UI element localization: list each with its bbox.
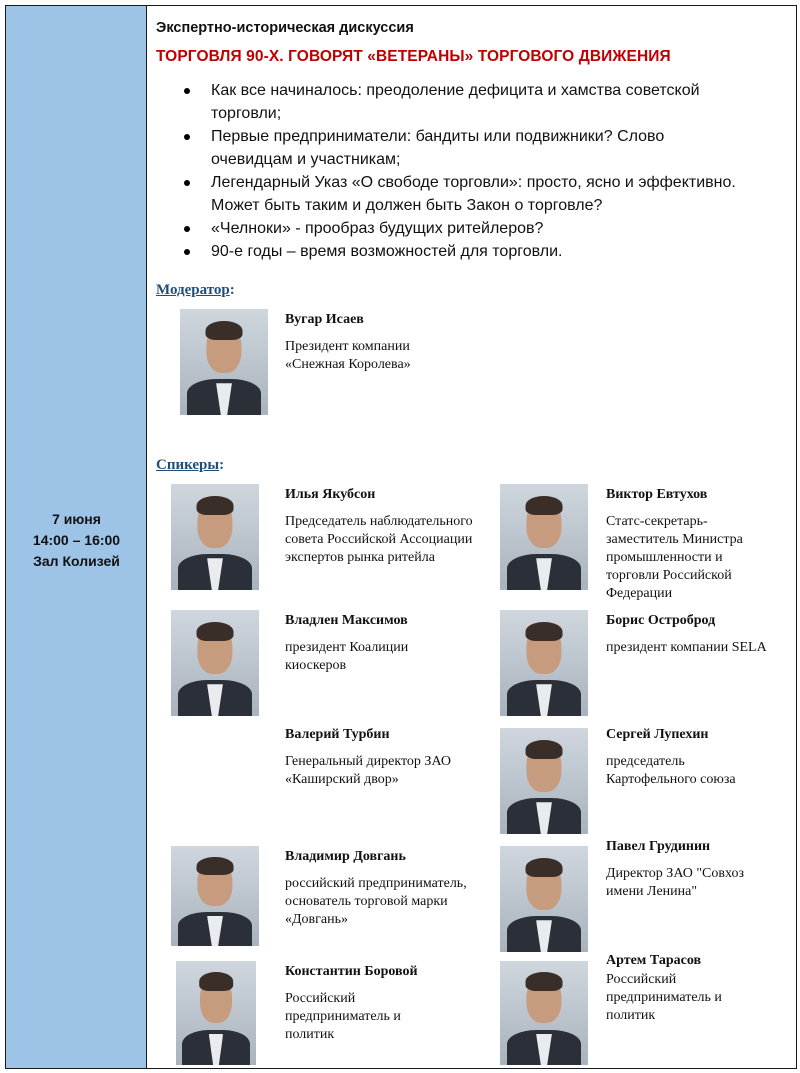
speaker-name: Павел Грудинин <box>606 839 711 854</box>
moderator-heading: Модератор: <box>156 282 235 298</box>
speaker-name: Артем Тарасов <box>606 953 702 968</box>
list-item: Как все начиналось: преодоление дефицита и хамства советской торговли; <box>156 79 741 125</box>
topic-list <box>156 79 741 263</box>
speaker-name: Валерий Турбин <box>285 727 390 742</box>
speaker-photo <box>176 961 256 1065</box>
bullet-icon <box>184 249 190 255</box>
speaker-photo <box>500 846 588 952</box>
list-item: 90-е годы – время возможностей для торговли. <box>156 240 741 263</box>
speaker-name: Владлен Максимов <box>285 613 408 628</box>
speakers-heading: Спикеры: <box>156 457 225 473</box>
speaker-name: Борис Остроброд <box>606 613 716 628</box>
bullet-icon <box>184 88 190 94</box>
speaker-desc: Российский предприниматель и политик <box>606 972 722 1023</box>
speaker-name: Илья Якубсон <box>285 487 376 502</box>
speaker-photo <box>500 484 588 590</box>
moderator-name: Вугар Исаев <box>285 312 364 327</box>
schedule-column <box>6 6 147 1068</box>
schedule-info <box>6 509 147 572</box>
speaker-desc: президент Коалиции киоскеров <box>285 640 409 673</box>
session-title: ТОРГОВЛЯ 90-Х. ГОВОРЯТ «ВЕТЕРАНЫ» ТОРГОВОГО ДВИЖЕНИЯ <box>156 48 671 65</box>
speaker-photo <box>500 610 588 716</box>
speaker-name: Сергей Лупехин <box>606 727 709 742</box>
speaker-desc: президент компании SELA <box>606 640 767 655</box>
list-item: Легендарный Указ «О свободе торговли»: просто, ясно и эффективно. Может быть таким и должен быть Закон о торговле? <box>156 171 741 217</box>
session-eyebrow: Экспертно-историческая дискуссия <box>156 20 414 36</box>
speaker-photo <box>500 728 588 834</box>
speaker-name: Виктор Евтухов <box>606 487 708 502</box>
speaker-photo <box>171 610 259 716</box>
speaker-desc: российский предприниматель, основатель торговой марки «Довгань» <box>285 876 467 927</box>
session-time: 14:00 – 16:00 <box>32 532 121 548</box>
moderator-photo <box>180 309 268 415</box>
list-item: Первые предприниматели: бандиты или подвижники? Слово очевидцам и участникам; <box>156 125 741 171</box>
list-item: «Челноки» - прообраз будущих ритейлеров? <box>156 217 741 240</box>
speaker-desc: Председатель наблюдательного совета Российской Ассоциации экспертов рынка ритейла <box>285 514 473 565</box>
speaker-photo <box>500 961 588 1065</box>
speaker-desc: Директор ЗАО "Совхоз имени Ленина" <box>606 866 745 899</box>
moderator-desc: Президент компании «Снежная Королева» <box>285 339 411 372</box>
speaker-photo <box>171 846 259 946</box>
speaker-photo <box>171 484 259 590</box>
bullet-icon <box>184 134 190 140</box>
speaker-desc: председатель Картофельного союза <box>606 754 736 787</box>
bullet-icon <box>184 226 190 232</box>
speaker-name: Константин Боровой <box>285 964 418 979</box>
session-date: 7 июня <box>52 511 101 527</box>
speaker-desc: Статс-секретарь-заместитель Министра промышленности и торговли Российской Федерации <box>606 514 743 601</box>
speaker-desc: Российский предприниматель и политик <box>285 991 401 1042</box>
bullet-icon <box>184 180 190 186</box>
session-hall: Зал Колизей <box>33 553 120 569</box>
speaker-desc: Генеральный директор ЗАО «Каширский двор» <box>285 754 451 787</box>
program-frame <box>5 5 797 1069</box>
speaker-name: Владимир Довгань <box>285 849 406 864</box>
